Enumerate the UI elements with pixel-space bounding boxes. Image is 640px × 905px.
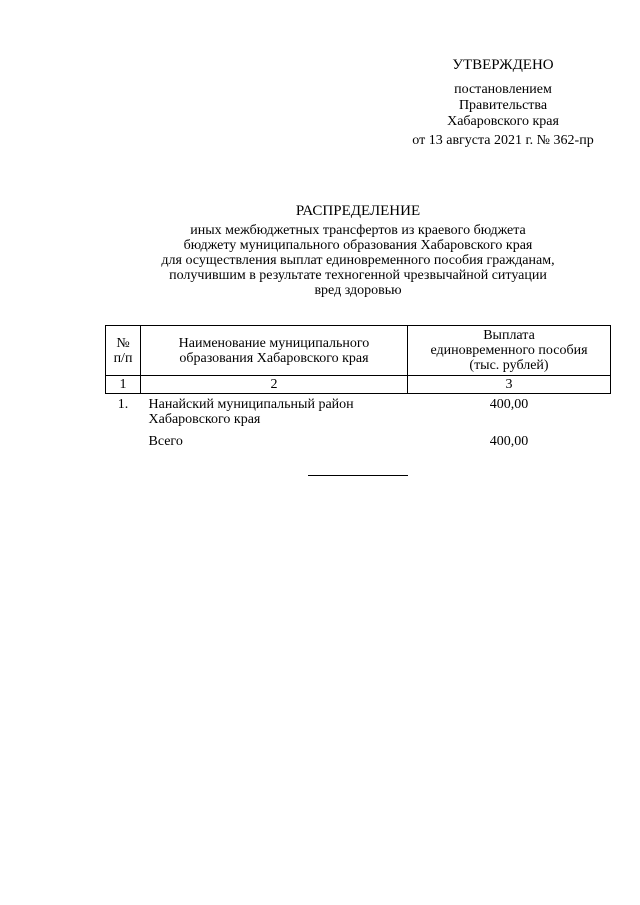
column-index: 1 (106, 376, 141, 394)
document-title-line-4: получившим в результате техногенной чрезвычайной ситуации (169, 268, 547, 283)
total-value: 400,00 (489, 434, 529, 449)
column-index-row (106, 376, 611, 394)
total-empty-cell (106, 427, 141, 449)
header-municipality-line-1: Наименование муниципального (178, 335, 370, 351)
distribution-table (105, 325, 611, 449)
approval-stamp (400, 57, 606, 149)
document-title-line-1: иных межбюджетных трансфертов из краевого бюджета (190, 223, 526, 238)
header-number (106, 326, 141, 376)
row-payment-value: 400,00 (489, 397, 529, 412)
document-title-line-5: вред здоровью (314, 283, 402, 298)
approval-line-2: Правительства (458, 98, 548, 113)
header-number-line-2: п/п (113, 350, 133, 366)
document-title (100, 204, 616, 298)
header-payment-line-2: единовременного пособия (430, 343, 588, 358)
table-row (106, 394, 611, 428)
header-payment-line-1: Выплата (483, 328, 535, 343)
total-label: Всего (148, 434, 183, 449)
header-number-line-1: № (116, 335, 130, 351)
approval-line-3: Хабаровского края (447, 114, 559, 129)
row-municipality-line-2: Хабаровского края (148, 412, 261, 427)
approval-date: от 13 августа 2021 г. № 362-пр (412, 133, 594, 148)
document-title-line-2: бюджету муниципального образования Хабаровского края (183, 238, 533, 253)
approval-heading: УТВЕРЖДЕНО (452, 57, 554, 73)
header-payment-line-3: (тыс. рублей) (469, 358, 549, 373)
column-index: 3 (408, 376, 611, 394)
row-number: 1. (117, 397, 129, 412)
document-title-main: РАСПРЕДЕЛЕНИЕ (295, 203, 421, 219)
total-row (106, 427, 611, 449)
header-payment (408, 326, 611, 376)
end-divider (308, 475, 408, 476)
header-municipality (141, 326, 408, 376)
column-index: 2 (141, 376, 408, 394)
approval-line-1: постановлением (454, 82, 552, 97)
row-municipality-line-1: Нанайский муниципальный район (148, 397, 354, 412)
header-municipality-line-2: образования Хабаровского края (179, 350, 369, 366)
row-municipality (141, 394, 408, 428)
document-title-line-3: для осуществления выплат единовременного пособия гражданам, (161, 253, 555, 268)
table-header-row (106, 326, 611, 376)
